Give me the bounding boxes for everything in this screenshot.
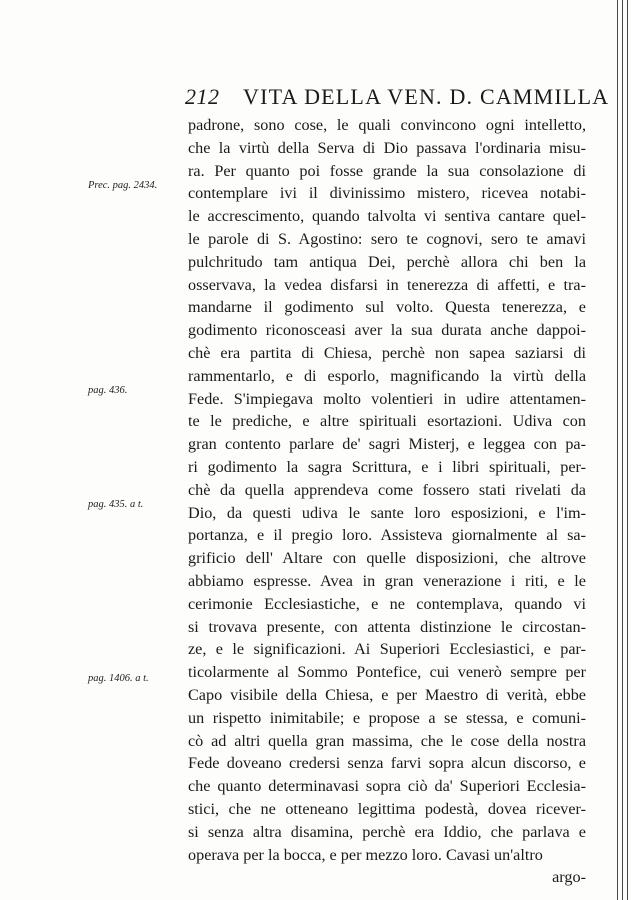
text-line: Capo visibile della Chiesa, e per Maestro di verità, ebbe — [188, 685, 586, 704]
text-line: stici, che ne otteneano legittima podestà, dovea ricever- — [188, 799, 586, 818]
body-text — [188, 114, 586, 889]
running-title: VITA DELLA VEN. D. CAMMILLA — [243, 84, 610, 109]
text-line: cò ad altri quella gran massima, che le cose della nostra — [188, 731, 586, 750]
margin-note: pag. 435. a t. — [88, 499, 144, 510]
text-line: Dio, da questi udiva le sante loro esposizioni, e l'im- — [188, 503, 586, 522]
text-line: si senza altra disamina, perchè era Iddio, che parlava e — [188, 822, 586, 841]
text-line: Fede. S'impiegava molto volentieri in udire attentamen- — [188, 389, 586, 408]
text-line: chè era partita di Chiesa, perchè non sapea saziarsi di — [188, 343, 586, 362]
page-edge-shadow — [615, 0, 631, 900]
text-line: cerimonie Ecclesiastiche, e ne contemplava, quando vi — [188, 594, 586, 613]
text-line: mandarne il godimento sul volto. Questa tenerezza, e — [188, 298, 586, 317]
text-line: ri godimento la sagra Scrittura, e i libri spirituali, per- — [188, 457, 586, 476]
margin-note: pag. 1406. a t. — [88, 673, 149, 684]
text-line: godimento riconosceasi aver la sua durata anche dappoi- — [188, 321, 586, 340]
text-line: le parole di S. Agostino: sero te cognovi, sero te amavi — [188, 229, 586, 248]
text-line: padrone, sono cose, le quali convincono ogni intelletto, — [188, 116, 586, 134]
text-line: contemplare ivi il divinissimo mistero, ricevea notabi- — [188, 184, 586, 203]
text-line: che quanto determinavasi sopra ciò da' Superiori Ecclesia- — [188, 777, 586, 796]
text-line: gran contento parlare de' sagri Misterj, e leggea con pa- — [188, 435, 586, 454]
text-line: pulchritudo tam antiqua Dei, perchè allora chi ben la — [188, 252, 586, 271]
text-line: Fede doveano credersi senza farvi sopra alcun discorso, e — [188, 754, 586, 773]
text-line: ze, e le significazioni. Ai Superiori Ecclesiastici, e par- — [188, 640, 586, 659]
page-number: 212 — [185, 84, 220, 109]
text-line: osservava, la vedea disfarsi in tenerezza di affetti, e tra- — [188, 275, 586, 294]
text-line: si trovava presente, con attenta distinzione le circostan- — [188, 617, 586, 636]
margin-note: Prec. pag. 2434. — [88, 180, 158, 191]
catchword: argo- — [552, 868, 586, 887]
text-line: un rispetto inimitabile; e propose a se stessa, e comuni- — [188, 708, 586, 727]
text-line: grificio dell' Altare con quelle disposizioni, che altrove — [188, 549, 586, 568]
text-line: operava per la bocca, e per mezzo loro. Cavasi un'altro — [188, 845, 543, 864]
text-line: portanza, e il pregio loro. Assisteva giornalmente al sa- — [188, 526, 586, 545]
text-line: ticolarmente al Sommo Pontefice, cui venerò sempre per — [188, 663, 586, 682]
margin-note: pag. 436. — [88, 385, 128, 396]
page-header — [185, 84, 610, 114]
text-line: te le prediche, e altre spirituali esortazioni. Udiva con — [188, 412, 586, 431]
text-line: che la virtù della Serva di Dio passava l'ordinaria misu- — [188, 138, 586, 157]
text-line: rammentarlo, e di esporlo, magnificando la virtù della — [188, 366, 586, 385]
text-line: abbiamo espresse. Avea in gran venerazione i riti, e le — [188, 571, 586, 590]
text-line: ra. Per quanto poi fosse grande la sua consolazione di — [188, 161, 586, 180]
text-line: le accrescimento, quando talvolta vi sentiva cantare quel- — [188, 207, 586, 226]
text-line: chè da quella apprendeva come fossero stati rivelati da — [188, 480, 586, 499]
